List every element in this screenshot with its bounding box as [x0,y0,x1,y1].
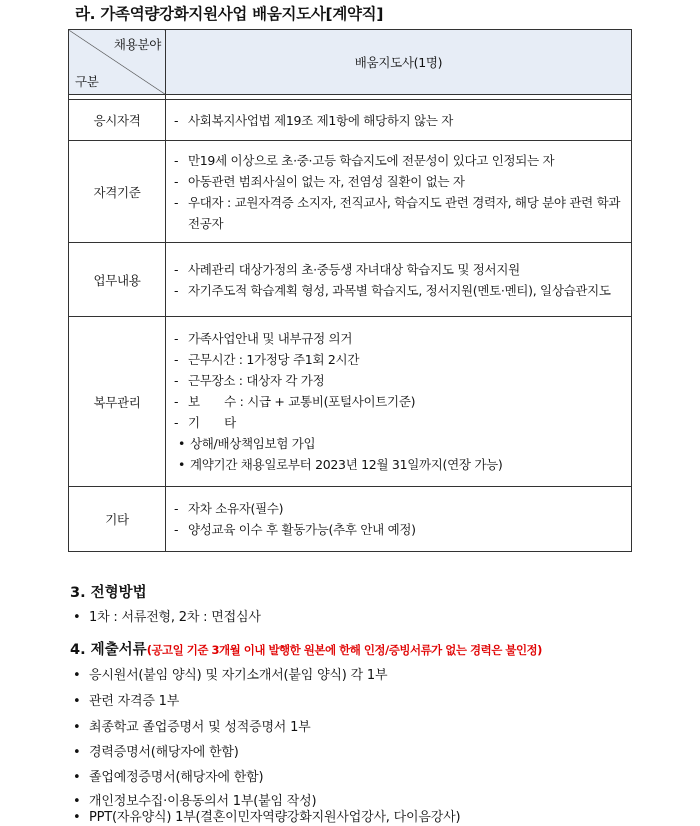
recruitment-table [68,29,632,552]
row-label: 복무관리 [69,317,166,487]
list-item: • 졸업예정증명서(해당자에 한함) [73,770,264,785]
row-label: 응시자격 [69,100,166,141]
row-label: 업무내용 [69,243,166,317]
section-title: 라. 가족역량강화지원사업 배움지도사[계약직] [75,5,384,23]
row-label: 기타 [69,487,166,552]
table-row [69,317,632,487]
table-row [69,243,632,317]
list-item: • 개인정보수집·이용동의서 1부(붙임 작성) [73,794,317,809]
header-field-label: 채용분야 [113,37,161,52]
header-diagonal-cell [69,30,166,95]
row-label: 자격기준 [69,141,166,243]
row-value: - 사례관리 대상가정의 초·중등생 자녀대상 학습지도 및 정서지원 - 자기주도적 학습계획 형성, 과목별 학습지도, 정서지원(멘토·멘티), 일상습관지도 [166,243,632,317]
documents-note: (공고일 기준 3개월 이내 발행한 원본에 한해 인정/증빙서류가 없는 경력은 불인정) [146,643,542,657]
table-row [69,100,632,141]
list-item: • 1차 : 서류전형, 2차 : 면접심사 [73,610,261,625]
selection-method-title: 3. 전형방법 [70,585,147,601]
table-header-row [69,30,632,95]
table-row [69,141,632,243]
row-value: - 자차 소유자(필수) - 양성교육 이수 후 활동가능(추후 안내 예정) [166,487,632,552]
list-item: • 경력증명서(해당자에 한함) [73,745,239,760]
documents-title: 4. 제출서류(공고일 기준 3개월 이내 발행한 원본에 한해 인정/증빙서류가 없는 경력은 불인정) [70,642,542,658]
list-item: • 최종학교 졸업증명서 및 성적증명서 1부 [73,720,311,735]
list-item: • 관련 자격증 1부 [73,694,180,709]
list-item: • 응시원서(붙임 양식) 및 자기소개서(붙임 양식) 각 1부 [73,668,388,683]
header-category-label: 구분 [75,74,99,89]
row-value: - 사회복지사업법 제19조 제1항에 해당하지 않는 자 [166,100,632,141]
table-row [69,487,632,552]
row-value: - 만19세 이상으로 초·중·고등 학습지도에 전문성이 있다고 인정되는 자 - 아동관련 범죄사실이 없는 자, 전염성 질환이 없는 자 - 우대자 : 교원자격증 소지자, 전직교사, 학습지도 관련 경력자, 해당 분야 관련 학과 전공자 [166,141,632,243]
row-value: - 가족사업안내 및 내부규정 의거 - 근무시간 : 1가정당 주1회 2시간 - 근무장소 : 대상자 각 가정 - 보 수 : 시급 + 교통비(포털사이트기준) - 기 타 • 상해/배상책임보험 가입 • 계약기간 채용일로부터 2023년 12월 31일까지(연장 가능) [166,317,632,487]
header-position-value: 배움지도사(1명) [166,30,632,95]
list-item: • PPT(자유양식) 1부(결혼이민자역량강화지원사업강사, 다이음강사) [73,810,461,825]
